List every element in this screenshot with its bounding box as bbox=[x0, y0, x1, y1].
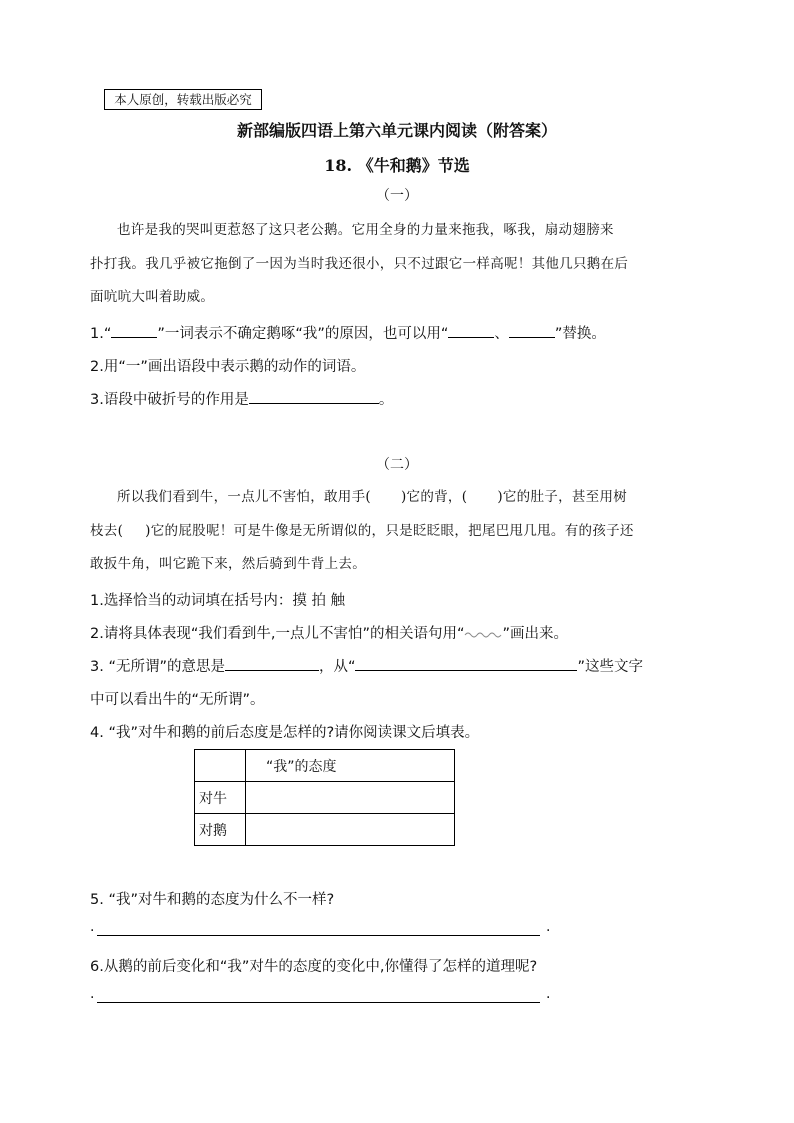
passage-2-line bbox=[90, 481, 710, 515]
question-text: 。 bbox=[378, 392, 394, 408]
passage-1 bbox=[90, 214, 710, 315]
question-text: ，从“ bbox=[318, 659, 356, 675]
passage-1-line: 扑打我。我几乎被它拖倒了一因为当时我还很小，只不过跟它一样高呢！其他几只鹅在后 bbox=[90, 255, 629, 272]
question-1-1 bbox=[90, 322, 606, 343]
answer-line-end-dot: . bbox=[546, 919, 551, 935]
table-row-label-cow: 对牛 bbox=[195, 782, 246, 814]
passage-1-line: 也许是我的哭叫更惹怒了这只老公鹅。它用全身的力量来拖我，啄我，扇动翅膀来 bbox=[117, 222, 614, 238]
question-2-2 bbox=[90, 622, 568, 643]
question-2-5: 5. “我”对牛和鹅的态度为什么不一样? bbox=[90, 892, 335, 908]
answer-line[interactable] bbox=[97, 1002, 540, 1003]
question-text: 1.“ bbox=[90, 326, 112, 342]
question-text: 3.语段中破折号的作用是 bbox=[90, 392, 249, 408]
passage-2-line bbox=[90, 515, 710, 549]
section-heading-1: （一） bbox=[376, 188, 418, 204]
table-answer-cell[interactable] bbox=[246, 782, 455, 814]
question-1-3 bbox=[90, 388, 393, 409]
passage-2 bbox=[90, 481, 710, 582]
question-text: 3. “无所谓”的意思是 bbox=[90, 659, 225, 675]
answer-line-end-dot: . bbox=[546, 986, 551, 1002]
wavy-underline-icon bbox=[464, 629, 502, 639]
attitude-table bbox=[194, 749, 455, 846]
question-text: 、 bbox=[494, 326, 509, 342]
question-text: ”这些文字 bbox=[577, 659, 643, 675]
passage-2-line: 敢扳牛角，叫它跪下来，然后骑到牛背上去。 bbox=[90, 556, 366, 572]
question-text: ”替换。 bbox=[554, 326, 606, 342]
question-2-3-cont: 中可以看出牛的“无所谓”。 bbox=[90, 692, 265, 708]
question-2-6: 6.从鹅的前后变化和“我”对牛的态度的变化中,你懂得了怎样的道理呢? bbox=[90, 959, 538, 975]
question-2-4: 4. “我”对牛和鹅的前后态度是怎样的?请你阅读课文后填表。 bbox=[90, 725, 480, 741]
answer-line-start-dot: . bbox=[90, 986, 95, 1002]
table-answer-cell[interactable] bbox=[246, 814, 455, 846]
question-1-2: 2.用“一”画出语段中表示鹅的动作的词语。 bbox=[90, 359, 366, 375]
answer-blank[interactable] bbox=[225, 656, 319, 671]
document-title: 新部编版四语上第六单元课内阅读（附答案） bbox=[236, 121, 557, 140]
question-text: ”画出来。 bbox=[502, 626, 568, 642]
answer-blank[interactable] bbox=[249, 389, 379, 404]
copyright-stamp: 本人原创，转载出版必究 bbox=[104, 89, 262, 110]
question-text: 2.请将具体表现“我们看到牛,一点儿不害怕”的相关语句用“ bbox=[90, 626, 465, 642]
question-2-3 bbox=[90, 655, 643, 676]
passage-1-line: 面吭吭大叫着助威。 bbox=[90, 289, 215, 305]
answer-blank[interactable] bbox=[448, 323, 494, 338]
table-row-label-goose: 对鹅 bbox=[195, 814, 246, 846]
answer-line-start-dot: . bbox=[90, 919, 95, 935]
answer-blank[interactable] bbox=[509, 323, 555, 338]
question-2-1: 1.选择恰当的动词填在括号内：摸 拍 触 bbox=[90, 593, 346, 609]
passage-text: )它的肚子，甚至用树 bbox=[497, 489, 628, 505]
table-corner-cell bbox=[195, 750, 246, 782]
passage-text: )它的背，( bbox=[400, 489, 468, 505]
passage-text: 枝去( bbox=[90, 522, 124, 539]
table-header: “我”的态度 bbox=[246, 750, 455, 782]
answer-line[interactable] bbox=[97, 935, 540, 936]
section-heading-2: （二） bbox=[376, 457, 418, 473]
lesson-subtitle: 18. 《牛和鹅》节选 bbox=[324, 156, 470, 175]
answer-blank[interactable] bbox=[355, 656, 577, 671]
answer-blank[interactable] bbox=[111, 323, 157, 338]
passage-text: 所以我们看到牛，一点儿不害怕，敢用手( bbox=[117, 489, 371, 505]
question-text: ”一词表示不确定鹅啄“我”的原因，也可以用“ bbox=[157, 326, 449, 342]
passage-text: )它的屁股呢！可是牛像是无所谓似的，只是眨眨眼，把尾巴甩几甩。有的孩子还 bbox=[145, 522, 634, 539]
